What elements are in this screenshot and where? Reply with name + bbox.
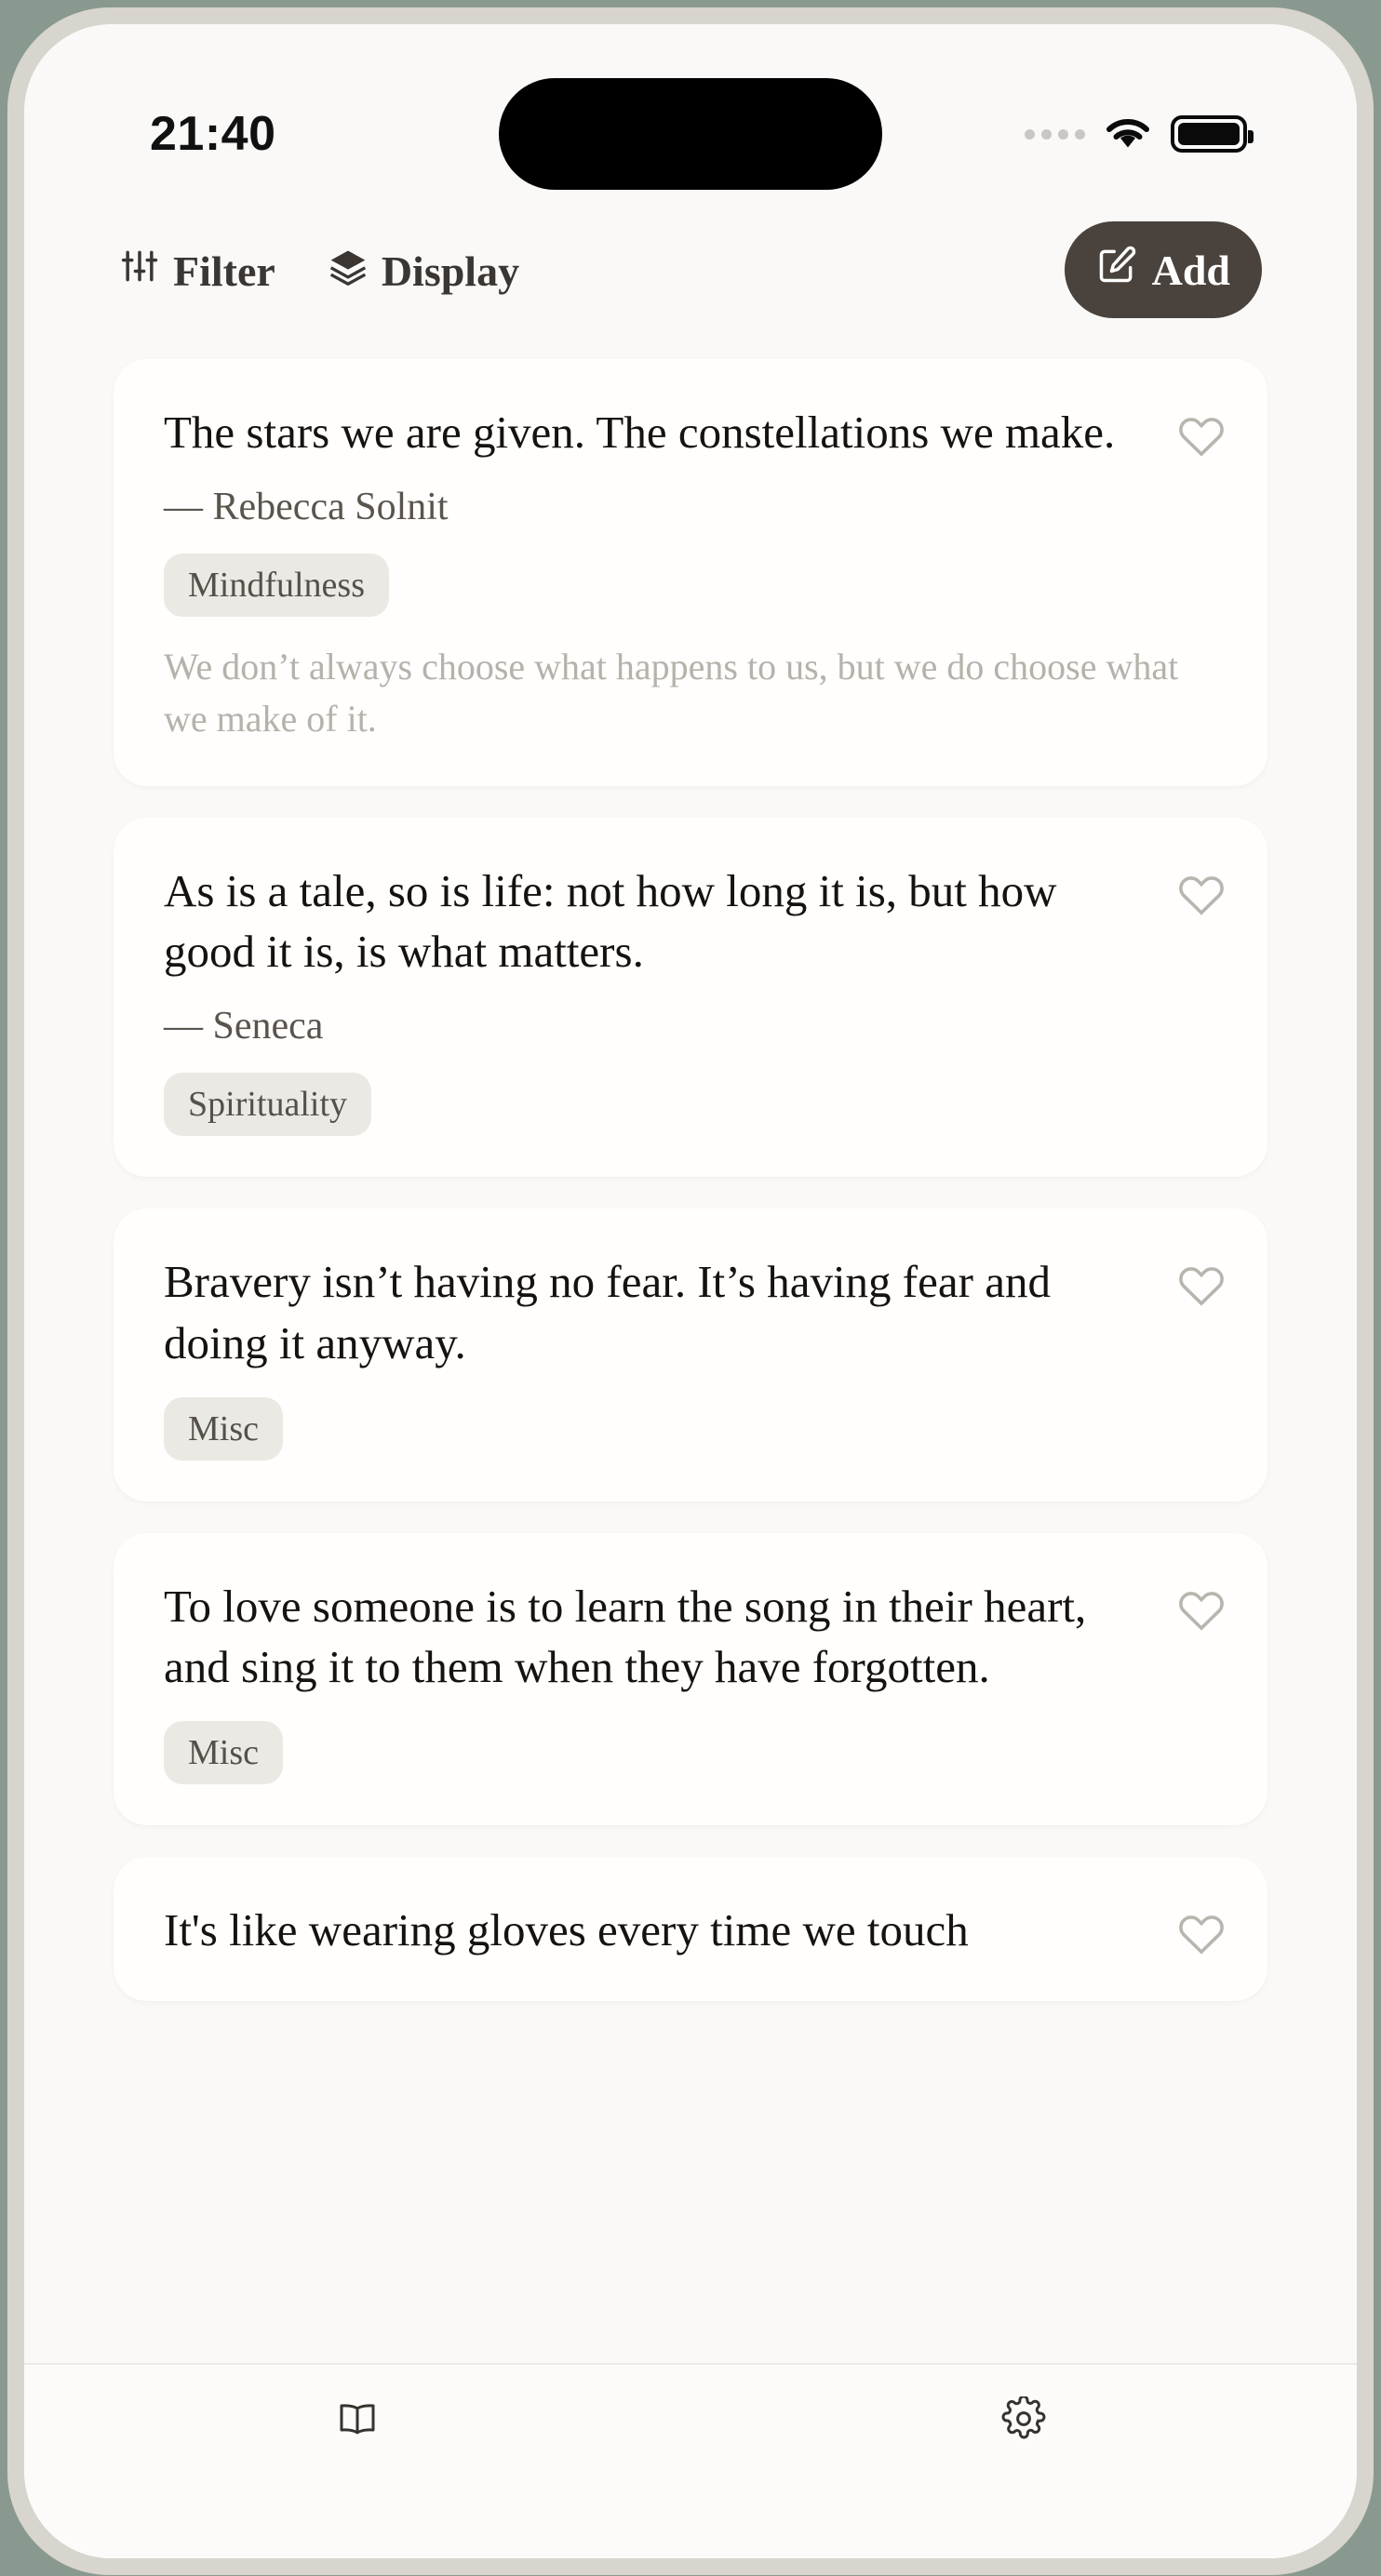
quote-text: As is a tale, so is life: not how long it is, but how good it is, is what matters. bbox=[164, 865, 1057, 978]
quote-card[interactable] bbox=[114, 359, 1267, 786]
quote-list[interactable] bbox=[24, 340, 1357, 2363]
quote-text: Bravery isn’t having no fear. It’s having fear and doing it anyway. bbox=[164, 1256, 1051, 1368]
favorite-heart-icon[interactable] bbox=[1176, 411, 1227, 461]
sliders-icon bbox=[119, 246, 160, 297]
battery-fill bbox=[1178, 123, 1240, 145]
dynamic-island bbox=[499, 78, 882, 190]
favorite-heart-icon[interactable] bbox=[1176, 1909, 1227, 1959]
display-label: Display bbox=[381, 247, 520, 295]
signal-dots-icon bbox=[1025, 129, 1085, 140]
favorite-heart-icon[interactable] bbox=[1176, 1585, 1227, 1635]
filter-label: Filter bbox=[173, 247, 275, 295]
layers-icon bbox=[328, 246, 369, 297]
toolbar bbox=[24, 201, 1357, 340]
quote-tag[interactable]: Spirituality bbox=[164, 1073, 371, 1136]
quote-card[interactable] bbox=[114, 1857, 1267, 2001]
filter-button[interactable] bbox=[119, 246, 275, 297]
quote-tag[interactable]: Misc bbox=[164, 1397, 283, 1461]
gear-icon bbox=[1001, 2396, 1046, 2446]
quote-text: To love someone is to learn the song in their heart, and sing it to them when they have forgotten. bbox=[164, 1580, 1087, 1692]
compose-icon bbox=[1096, 245, 1137, 296]
add-button[interactable] bbox=[1065, 221, 1262, 318]
quote-tag[interactable]: Mindfulness bbox=[164, 554, 389, 617]
quote-tag[interactable]: Misc bbox=[164, 1721, 283, 1784]
favorite-heart-icon[interactable] bbox=[1176, 1261, 1227, 1311]
favorite-heart-icon[interactable] bbox=[1176, 870, 1227, 920]
quote-card[interactable] bbox=[114, 1533, 1267, 1825]
quote-note: We don’t always choose what happens to us, but we do choose what we make of it. bbox=[164, 646, 1179, 741]
quote-author: — Seneca bbox=[164, 1005, 324, 1048]
battery-full-icon bbox=[1171, 115, 1247, 153]
quote-card[interactable] bbox=[114, 1208, 1267, 1501]
quote-text: The stars we are given. The constellations we make. bbox=[164, 407, 1116, 458]
phone-frame bbox=[7, 7, 1374, 2575]
wifi-icon bbox=[1104, 115, 1152, 153]
status-time: 21:40 bbox=[150, 107, 276, 161]
phone-screen bbox=[24, 24, 1357, 2558]
book-icon bbox=[335, 2396, 380, 2446]
display-button[interactable] bbox=[328, 246, 519, 297]
quote-author: — Rebecca Solnit bbox=[164, 486, 449, 529]
quote-card[interactable] bbox=[114, 818, 1267, 1177]
tab-library[interactable] bbox=[24, 2365, 690, 2558]
tab-settings[interactable] bbox=[690, 2365, 1357, 2558]
tab-bar bbox=[24, 2363, 1357, 2558]
status-indicators bbox=[1025, 115, 1247, 153]
status-bar bbox=[24, 24, 1357, 201]
add-label: Add bbox=[1151, 246, 1230, 294]
quote-text: It's like wearing gloves every time we touch bbox=[164, 1904, 969, 1956]
